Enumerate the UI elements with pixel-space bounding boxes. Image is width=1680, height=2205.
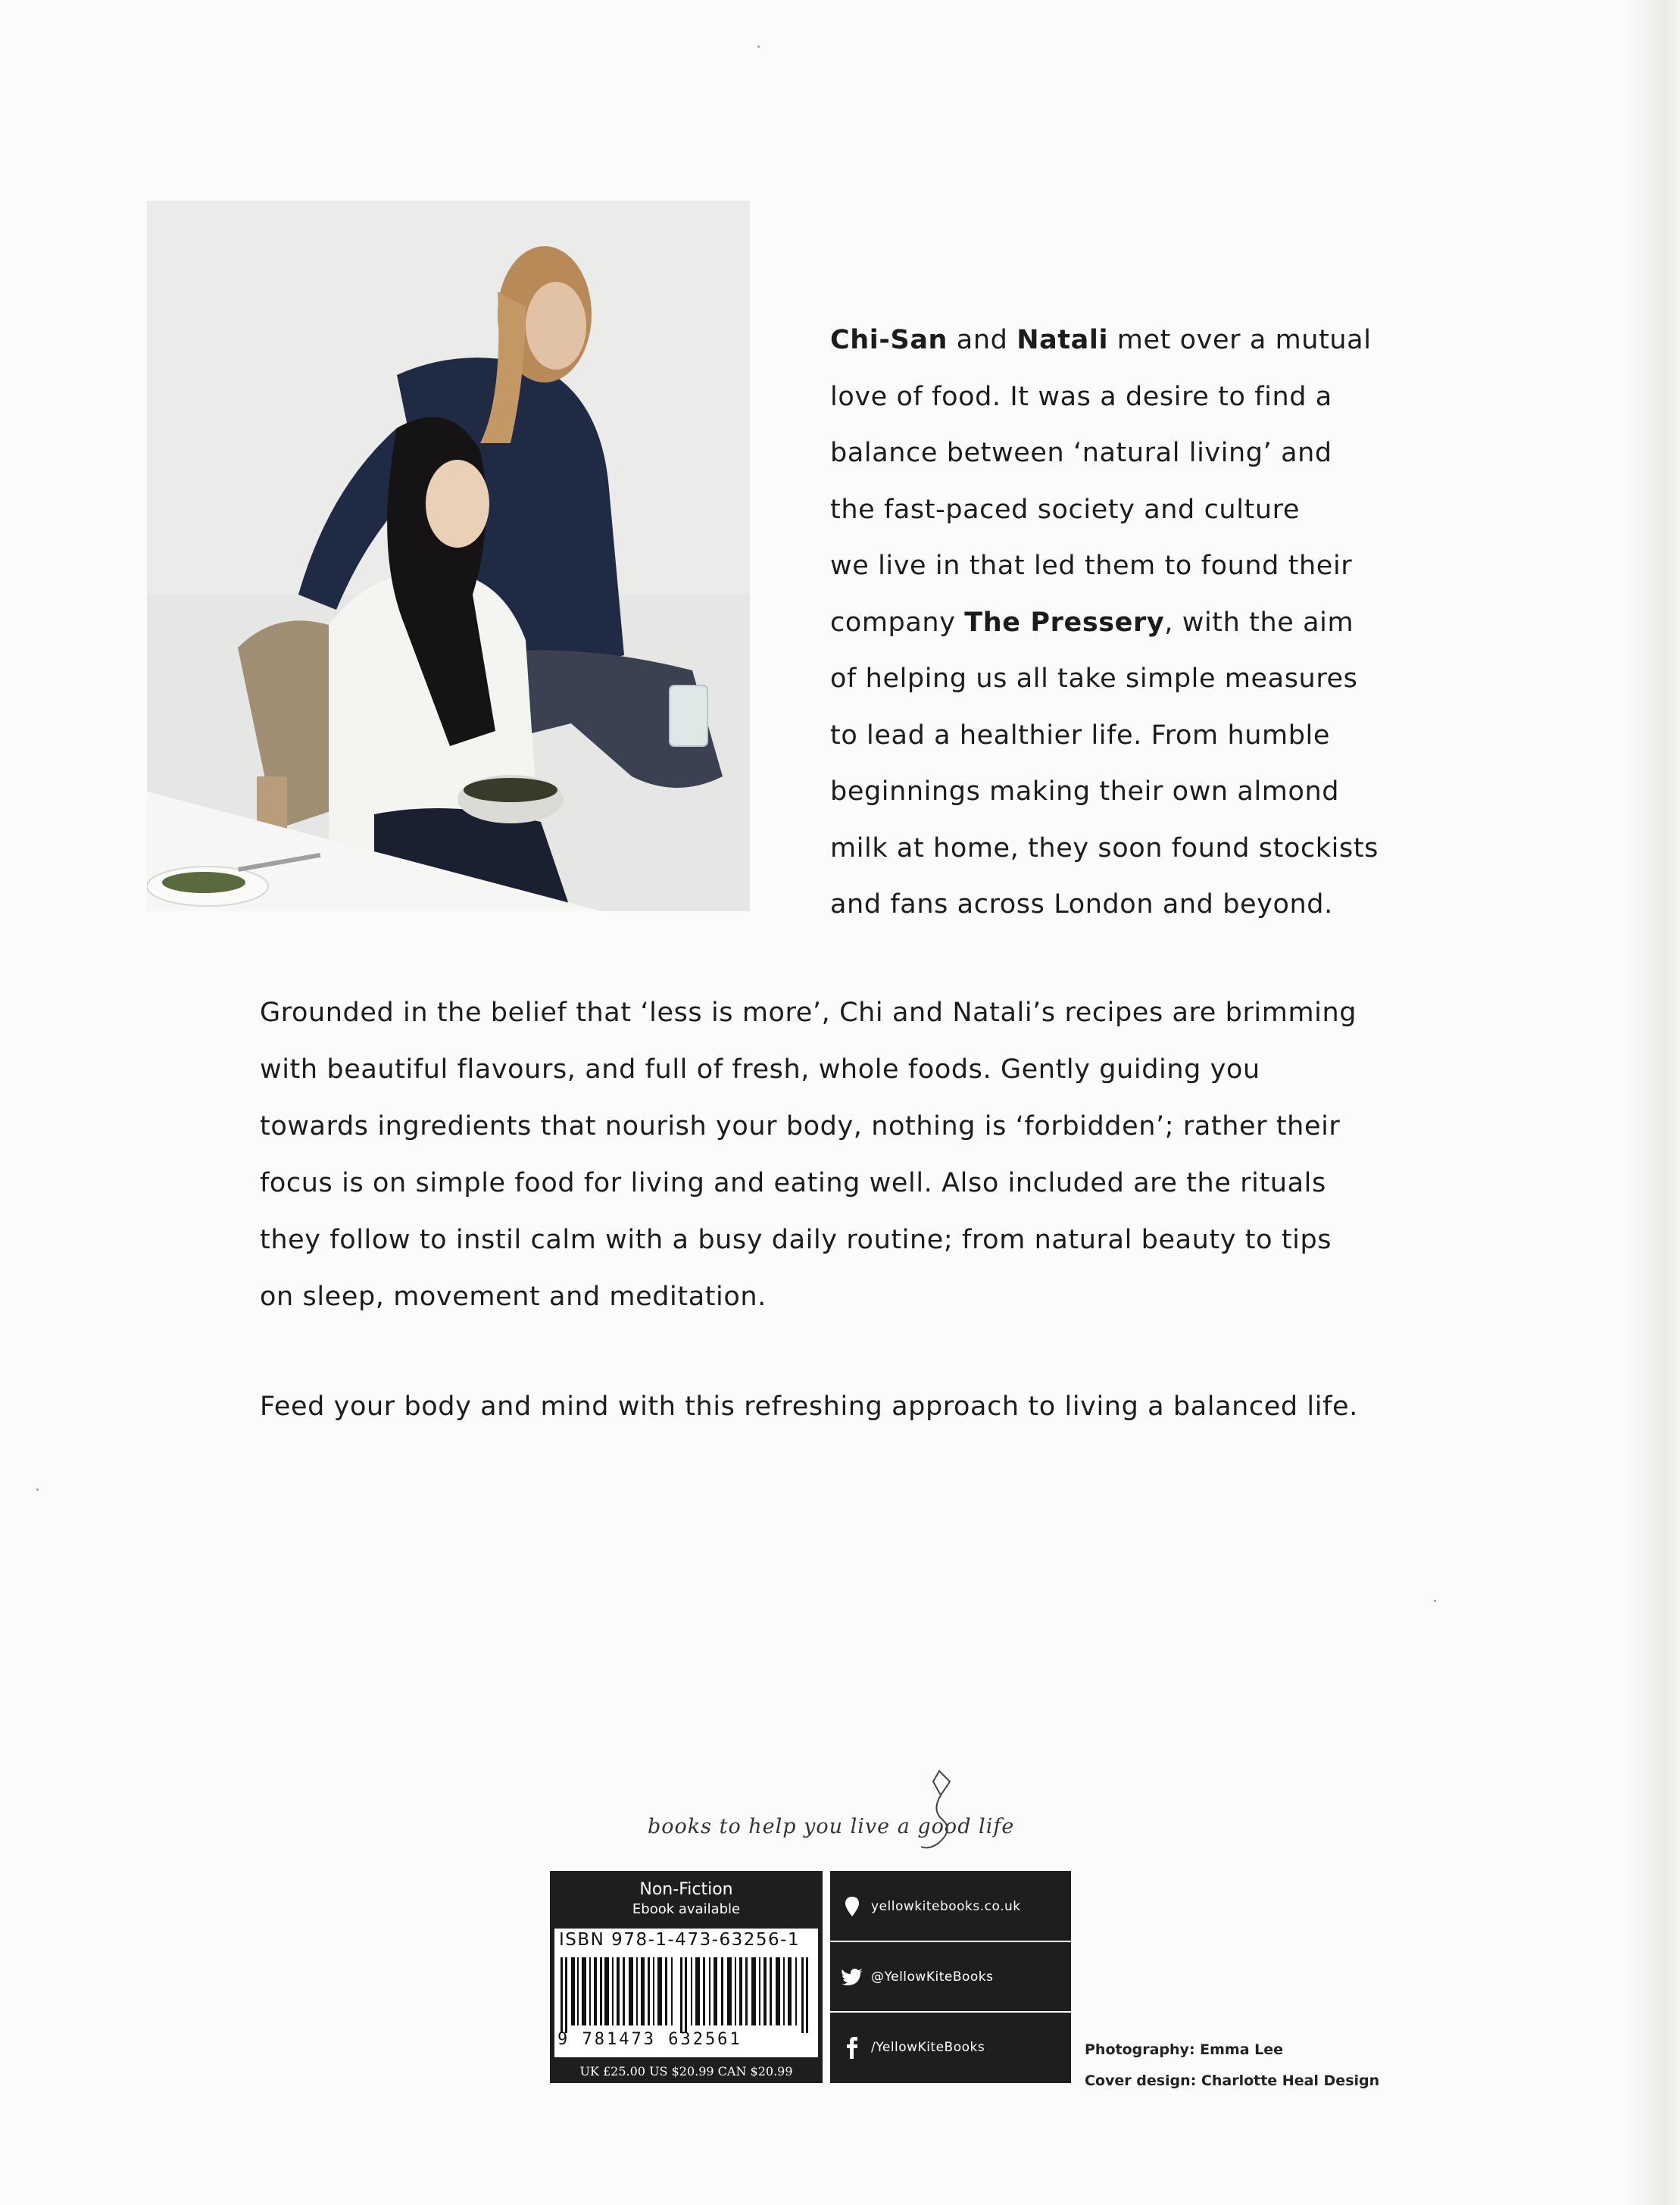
dust-speck — [36, 1488, 39, 1491]
ebook-label: Ebook available — [632, 1901, 741, 1917]
isbn-number: ISBN 978-1-473-63256-1 — [559, 1930, 801, 1950]
social-panel — [830, 1871, 1071, 2083]
description-paragraph: Grounded in the belief that ‘less is more’, Chi and Natali’s recipes are brimming with beautiful flavours, and full of fresh, whole foods. Gently guiding you towards ingredients that nourish your body, nothing is ‘forbidden’; rather their focus is on simple food for living and eating well. Also included are the rituals they follow to instil calm with a busy daily routine; from natural beauty to tips on sleep, movement and meditation. — [260, 998, 1357, 1312]
twitter-bird-icon — [839, 1969, 865, 1985]
website-row[interactable] — [830, 1871, 1071, 1941]
website-link[interactable]: yellowkitebooks.co.uk — [871, 1898, 1021, 1914]
closing-paragraph: Feed your body and mind with this refreshing approach to living a balanced life. — [260, 1391, 1358, 1422]
twitter-row[interactable] — [830, 1941, 1071, 2012]
category-label: Non-Fiction — [639, 1880, 733, 1899]
twitter-handle[interactable]: @YellowKiteBooks — [871, 1969, 994, 1985]
author-name-chi-san: Chi-San — [830, 325, 948, 355]
price-label: UK £25.00 US $20.99 CAN $20.99 — [579, 2064, 793, 2079]
intro-text-1: met over a mutual love of food. It was a desire to find a balance between ‘natural living’ and the fast-paced society and culture we live in that led them to found their company — [830, 325, 1372, 638]
publisher-tagline: books to help you live a good life — [648, 1815, 1015, 1838]
barcode-panel — [550, 1871, 823, 2083]
barcode-area — [554, 1929, 818, 2057]
barcode-bars — [561, 1957, 810, 2033]
location-pin-icon — [839, 1897, 865, 1916]
page-edge — [1627, 0, 1680, 2205]
company-name: The Pressery — [964, 607, 1165, 638]
intro-and: and — [948, 325, 1017, 355]
cover-design-credit: Cover design: Charlotte Heal Design — [1085, 2072, 1380, 2089]
facebook-icon — [839, 2036, 865, 2059]
facebook-row[interactable] — [830, 2012, 1071, 2082]
author-photo — [147, 201, 750, 911]
kite-icon — [918, 1765, 963, 1856]
dust-speck — [757, 45, 760, 48]
intro-paragraph — [830, 312, 1436, 933]
facebook-handle[interactable]: /YellowKiteBooks — [871, 2039, 985, 2055]
intro-text-2: , with the aim of helping us all take simple measures to lead a healthier life. From humble beginnings making their own almond milk at home, they soon found stockists and fans across London and beyond. — [830, 607, 1379, 920]
barcode-digits: 9 781473 632561 — [557, 2030, 742, 2049]
credits — [1085, 2035, 1379, 2097]
dust-speck — [1434, 1600, 1436, 1602]
photography-credit: Photography: Emma Lee — [1085, 2041, 1284, 2058]
author-name-natali: Natali — [1016, 325, 1109, 355]
